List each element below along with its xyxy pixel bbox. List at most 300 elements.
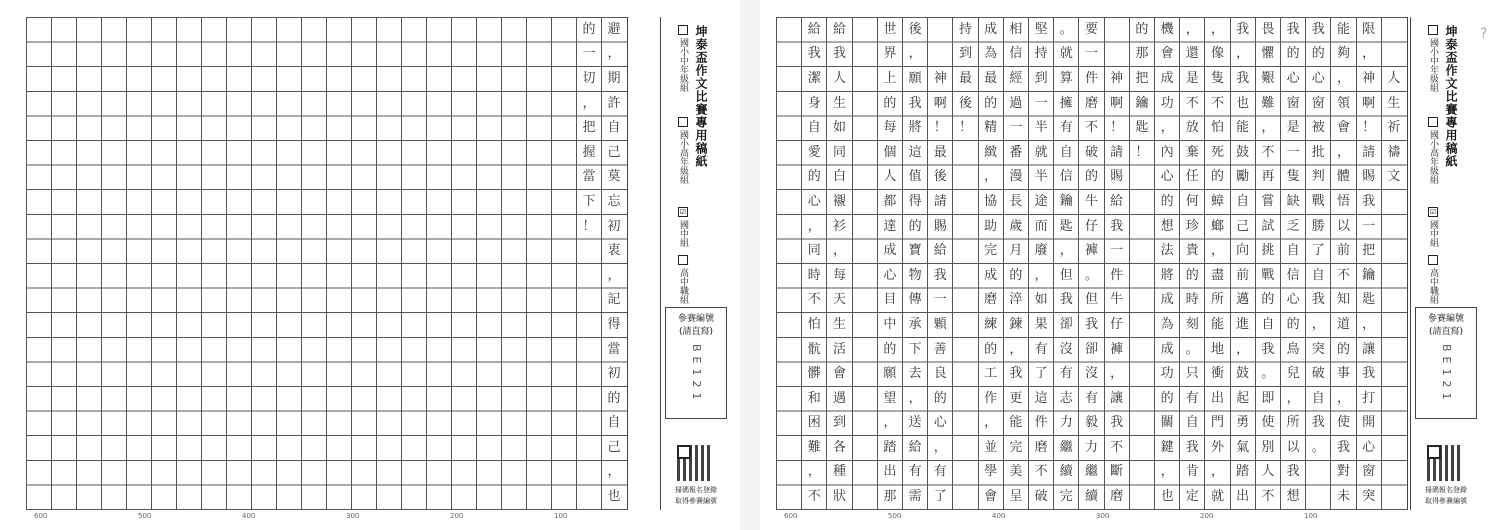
essay-char: 番 — [1009, 144, 1023, 160]
essay-char: 突 — [1311, 341, 1325, 357]
essay-char: ， — [807, 464, 821, 480]
checkbox[interactable] — [678, 117, 688, 127]
essay-char — [953, 214, 977, 239]
essay-char — [853, 361, 877, 386]
essay-char: 的 — [1160, 390, 1174, 406]
essay-char: 我 — [1236, 21, 1250, 37]
option-grade-high[interactable]: 國小高年級組 — [1427, 117, 1440, 184]
essay-char: 成 — [883, 243, 897, 259]
essay-char: 請 — [1362, 144, 1376, 160]
essay-char: 的 — [1135, 21, 1149, 37]
essay-char: 死 — [1210, 144, 1224, 160]
essay-char: 堅 — [1034, 21, 1048, 37]
essay-char: 不 — [1261, 144, 1275, 160]
essay-char: 像 — [1210, 46, 1224, 62]
essay-char: 沒 — [1084, 366, 1098, 382]
essay-char: 別 — [1261, 439, 1275, 455]
essay-char: 己 — [1236, 218, 1250, 234]
essay-char: 自 — [607, 415, 621, 431]
essay-char: 的 — [883, 341, 897, 357]
qr-code-icon[interactable] — [677, 445, 713, 481]
essay-column — [1053, 17, 1078, 510]
essay-char: 請 — [933, 193, 947, 209]
essay-char: 有 — [933, 464, 947, 480]
essay-char: 棄 — [1185, 144, 1199, 160]
essay-char: ！ — [1362, 120, 1376, 136]
essay-char: 兒 — [1286, 366, 1300, 382]
essay-char: 一 — [1034, 95, 1048, 111]
essay-char: 我 — [1185, 439, 1199, 455]
essay-char — [953, 165, 977, 190]
essay-char: 我 — [908, 95, 922, 111]
essay-char: 放 — [1185, 120, 1199, 136]
checkbox[interactable] — [1428, 255, 1438, 265]
essay-char: 潔 — [807, 70, 821, 86]
essay-char: 所 — [1286, 415, 1300, 431]
essay-char: 被 — [1311, 120, 1325, 136]
essay-char — [853, 460, 877, 485]
essay-char: 世 — [883, 21, 897, 37]
essay-char: 讓 — [1110, 390, 1124, 406]
essay-char: ， — [1336, 390, 1350, 406]
checkbox[interactable] — [1428, 117, 1438, 127]
essay-char: 初 — [607, 218, 621, 234]
option-junior-high[interactable]: ☑國中組 — [678, 208, 688, 247]
ruler-tick-label: 200 — [450, 512, 464, 520]
essay-char: 神 — [933, 70, 947, 86]
essay-char: 肯 — [1185, 464, 1199, 480]
ruler-tick-label: 600 — [784, 512, 798, 520]
essay-char: 心 — [807, 193, 821, 209]
essay-char: 人 — [1387, 70, 1401, 86]
essay-char: 那 — [883, 489, 897, 505]
essay-char: 嘗 — [1261, 193, 1275, 209]
essay-char — [577, 386, 601, 411]
essay-char: 隻 — [1286, 169, 1300, 185]
essay-char: 月 — [1009, 243, 1023, 259]
essay-char: 有 — [1084, 390, 1098, 406]
essay-char: 時 — [807, 267, 821, 283]
essay-char: 悟 — [1336, 193, 1350, 209]
essay-char: ， — [1336, 144, 1350, 160]
checkbox[interactable]: ☑ — [1429, 208, 1437, 216]
essay-char: 有 — [1059, 366, 1073, 382]
essay-char: 生 — [832, 95, 846, 111]
essay-char: 賜 — [1110, 169, 1124, 185]
essay-column — [276, 17, 301, 510]
essay-char: 襯 — [832, 193, 846, 209]
essay-char — [853, 17, 877, 42]
essay-char: 賜 — [1362, 169, 1376, 185]
essay-char: 成 — [1160, 341, 1174, 357]
essay-char — [953, 189, 977, 214]
essay-char: 起 — [1236, 390, 1250, 406]
essay-char: 如 — [1034, 292, 1048, 308]
essay-char: ！ — [958, 120, 972, 136]
essay-char: 鑰 — [1135, 95, 1149, 111]
option-senior-high[interactable]: 高中職組 — [1427, 255, 1440, 304]
essay-char: 人 — [832, 70, 846, 86]
essay-char: 人 — [1261, 464, 1275, 480]
essay-char: 衝 — [1210, 366, 1224, 382]
manuscript-sheet-right — [760, 0, 1500, 530]
essay-char: 的 — [1311, 46, 1325, 62]
essay-char: 自 — [1236, 193, 1250, 209]
essay-char: 協 — [984, 193, 998, 209]
essay-char — [1130, 288, 1154, 313]
essay-char: 過 — [1009, 95, 1023, 111]
essay-char: 褲 — [1110, 341, 1124, 357]
essay-column — [426, 17, 451, 510]
essay-char: ， — [1236, 46, 1250, 62]
essay-column — [476, 17, 501, 510]
essay-char: 啊 — [1362, 95, 1376, 111]
essay-char: 磨 — [1110, 489, 1124, 505]
essay-char: 的 — [1286, 46, 1300, 62]
essay-char: 自 — [1185, 415, 1199, 431]
essay-char: 賜 — [933, 218, 947, 234]
essay-char — [853, 140, 877, 165]
essay-char: 乏 — [1286, 218, 1300, 234]
essay-char — [853, 386, 877, 411]
essay-char: 也 — [607, 489, 621, 505]
essay-char: 困 — [807, 415, 821, 431]
essay-char: 每 — [883, 120, 897, 136]
essay-char: 的 — [1160, 193, 1174, 209]
essay-char: 能 — [1210, 316, 1224, 332]
essay-char — [953, 460, 977, 485]
essay-char: ， — [933, 439, 947, 455]
essay-char: 匙 — [1362, 292, 1376, 308]
essay-char: 緻 — [984, 144, 998, 160]
essay-char — [577, 361, 601, 386]
essay-char: 自 — [607, 120, 621, 136]
essay-char: 我 — [1311, 292, 1325, 308]
essay-char: 而 — [1034, 218, 1048, 234]
essay-char: 突 — [1362, 489, 1376, 505]
essay-char: 將 — [1160, 267, 1174, 283]
essay-char — [853, 411, 877, 436]
essay-char: 但 — [1059, 267, 1073, 283]
essay-column — [1305, 17, 1330, 510]
essay-char: 望 — [883, 390, 897, 406]
essay-char — [577, 288, 601, 313]
essay-char: 我 — [1236, 70, 1250, 86]
essay-char: 不 — [1336, 267, 1350, 283]
essay-char: 會 — [1160, 46, 1174, 62]
essay-char: 去 — [908, 366, 922, 382]
essay-char: 想 — [1286, 489, 1300, 505]
essay-char — [853, 214, 877, 239]
essay-char — [1130, 460, 1154, 485]
essay-column — [326, 17, 351, 510]
essay-char — [853, 42, 877, 67]
checkbox[interactable] — [678, 25, 688, 35]
essay-char: 己 — [607, 144, 621, 160]
essay-char: ， — [607, 46, 621, 62]
ruler-tick-label: 100 — [1304, 512, 1318, 520]
essay-char: 窗 — [1362, 464, 1376, 480]
essay-char: 批 — [1311, 144, 1325, 160]
essay-char: 的 — [807, 169, 821, 185]
essay-char: 不 — [807, 489, 821, 505]
essay-char: 練 — [984, 316, 998, 332]
essay-char: 工 — [984, 366, 998, 382]
essay-char: ， — [1362, 316, 1376, 332]
essay-char: 就 — [1059, 46, 1073, 62]
essay-char: ， — [1311, 316, 1325, 332]
essay-char: 繼 — [1059, 439, 1073, 455]
essay-char: 忘 — [607, 193, 621, 209]
essay-char: 信 — [1009, 46, 1023, 62]
essay-column — [952, 17, 977, 510]
essay-char — [953, 312, 977, 337]
essay-char: 禱 — [1387, 144, 1401, 160]
essay-column — [26, 17, 51, 510]
essay-char: 如 — [832, 120, 846, 136]
essay-char: 信 — [1059, 169, 1073, 185]
essay-char: 活 — [832, 341, 846, 357]
essay-char: 不 — [807, 292, 821, 308]
essay-char: 淬 — [1009, 292, 1023, 308]
essay-column — [176, 17, 201, 510]
essay-char: ， — [607, 464, 621, 480]
essay-column — [1381, 17, 1406, 510]
essay-char: 勇 — [1236, 415, 1250, 431]
entry-number-value: BE121 — [690, 344, 703, 405]
essay-char: 鼓 — [1236, 366, 1250, 382]
essay-char: 外 — [1210, 439, 1224, 455]
essay-char: 一 — [1009, 120, 1023, 136]
essay-column — [1179, 17, 1204, 510]
essay-char — [1382, 337, 1406, 362]
essay-char: 試 — [1261, 218, 1275, 234]
essay-char — [853, 189, 877, 214]
checkbox[interactable]: ☑ — [679, 208, 687, 216]
essay-char: 不 — [1034, 464, 1048, 480]
essay-char — [1382, 17, 1406, 42]
checkbox[interactable] — [678, 255, 688, 265]
essay-char: 定 — [1185, 489, 1199, 505]
essay-char: 卻 — [1084, 341, 1098, 357]
entry-number-label: 參賽編號 — [677, 314, 714, 324]
essay-char: 心 — [933, 415, 947, 431]
essay-char: 我 — [1059, 292, 1073, 308]
essay-char — [853, 312, 877, 337]
essay-char: 領 — [1336, 95, 1350, 111]
essay-char — [577, 435, 601, 460]
essay-char — [953, 140, 977, 165]
essay-char: ， — [984, 169, 998, 185]
essay-char — [953, 238, 977, 263]
essay-char: ， — [1336, 70, 1350, 86]
essay-char: 進 — [1236, 316, 1250, 332]
essay-column — [401, 17, 426, 510]
essay-column — [51, 17, 76, 510]
essay-column — [76, 17, 101, 510]
essay-char: 只 — [1185, 366, 1199, 382]
essay-char: ， — [832, 243, 846, 259]
essay-column — [1104, 17, 1129, 510]
essay-char: 後 — [908, 21, 922, 37]
essay-char: 學 — [984, 464, 998, 480]
essay-char: 當 — [607, 341, 621, 357]
essay-char: 了 — [1034, 366, 1048, 382]
essay-char — [577, 238, 601, 263]
essay-char: 下 — [582, 193, 596, 209]
essay-char: 願 — [908, 70, 922, 86]
essay-char: ， — [984, 415, 998, 431]
essay-column — [376, 17, 401, 510]
essay-char: 繼 — [1084, 464, 1098, 480]
essay-char — [953, 288, 977, 313]
essay-char: 一 — [933, 292, 947, 308]
essay-char: 我 — [1009, 366, 1023, 382]
essay-char — [953, 411, 977, 436]
manuscript-sheet-left — [0, 0, 740, 530]
essay-char: ！ — [1110, 120, 1124, 136]
entry-number-hint: (請直寫) — [1428, 327, 1464, 337]
checkbox[interactable] — [1428, 25, 1438, 35]
essay-char: 也 — [1160, 489, 1174, 505]
essay-char: 許 — [607, 95, 621, 111]
essay-column — [526, 17, 551, 510]
essay-char: 盡 — [1210, 267, 1224, 283]
essay-char — [1105, 42, 1129, 67]
essay-char — [853, 115, 877, 140]
essay-column — [1330, 17, 1355, 510]
essay-char — [1130, 411, 1154, 436]
essay-char: 的 — [1261, 292, 1275, 308]
essay-char: ， — [1210, 243, 1224, 259]
form-title: 坤泰盃作文比賽專用稿紙 — [1444, 25, 1458, 168]
essay-char: 踏 — [1236, 464, 1250, 480]
essay-char: 我 — [1336, 439, 1350, 455]
essay-column — [151, 17, 176, 510]
essay-char: 自 — [1311, 390, 1325, 406]
qr-code-icon[interactable] — [1427, 445, 1463, 481]
essay-char: 達 — [883, 218, 897, 234]
essay-char: 的 — [984, 341, 998, 357]
essay-char: 和 — [807, 390, 821, 406]
essay-char: 毅 — [1084, 415, 1098, 431]
essay-char: 那 — [1135, 46, 1149, 62]
essay-char: 能 — [1236, 120, 1250, 136]
essay-char: 歲 — [1009, 218, 1023, 234]
entry-number-box[interactable] — [665, 307, 727, 419]
essay-char — [1382, 238, 1406, 263]
essay-char: 力 — [1059, 415, 1073, 431]
essay-char: 不 — [1261, 489, 1275, 505]
essay-char: 狀 — [832, 489, 846, 505]
essay-char: 刻 — [1185, 316, 1199, 332]
essay-char: 邁 — [1236, 292, 1250, 308]
essay-char: 鼓 — [1236, 144, 1250, 160]
essay-char — [853, 435, 877, 460]
essay-char: 衷 — [607, 243, 621, 259]
essay-char: 生 — [1387, 95, 1401, 111]
essay-char: 何 — [1185, 193, 1199, 209]
essay-char: 事 — [1336, 366, 1350, 382]
essay-char: 途 — [1034, 193, 1048, 209]
essay-char: 件 — [1034, 415, 1048, 431]
essay-char: 不 — [1084, 120, 1098, 136]
essay-char: 件 — [1110, 267, 1124, 283]
essay-char: 當 — [582, 169, 596, 185]
essay-char: 的 — [1084, 169, 1098, 185]
option-senior-high[interactable]: 高中職組 — [677, 255, 690, 304]
essay-char: 期 — [607, 70, 621, 86]
essay-char: 以 — [1336, 218, 1350, 234]
essay-char: 就 — [1034, 144, 1048, 160]
essay-char: ， — [1236, 341, 1250, 357]
essay-char: ， — [1034, 267, 1048, 283]
essay-char: 我 — [1286, 21, 1300, 37]
essay-char: 自 — [807, 120, 821, 136]
essay-char: 成 — [1160, 70, 1174, 86]
essay-char: 上 — [883, 70, 897, 86]
essay-char: 法 — [1160, 243, 1174, 259]
essay-char — [1130, 386, 1154, 411]
essay-char: 志 — [1059, 390, 1073, 406]
essay-char: ， — [1210, 464, 1224, 480]
essay-char: 祈 — [1387, 120, 1401, 136]
option-grade-middle[interactable]: 國小中年級組 — [677, 25, 690, 92]
essay-char: 得 — [908, 193, 922, 209]
essay-char — [577, 460, 601, 485]
essay-char: 需 — [908, 489, 922, 505]
essay-char: ， — [1160, 120, 1174, 136]
essay-char — [1130, 263, 1154, 288]
essay-char: 更 — [1009, 390, 1023, 406]
option-grade-high[interactable]: 國小高年級組 — [677, 117, 690, 184]
essay-char: 物 — [908, 267, 922, 283]
essay-char: 向 — [1236, 243, 1250, 259]
essay-char: 隻 — [1210, 70, 1224, 86]
essay-char: 出 — [1210, 390, 1224, 406]
page-question-mark: ? — [1480, 26, 1488, 42]
essay-char — [1130, 189, 1154, 214]
essay-char: 承 — [908, 316, 922, 332]
entry-number-label: 參賽編號 — [1427, 314, 1464, 324]
entry-number-box[interactable] — [1415, 307, 1477, 419]
essay-char: 鍵 — [1160, 439, 1174, 455]
essay-char: 不 — [1210, 95, 1224, 111]
essay-column — [1356, 17, 1381, 510]
essay-char — [953, 337, 977, 362]
essay-char: 鑰 — [1362, 267, 1376, 283]
essay-char: 我 — [1311, 21, 1325, 37]
form-sidebar-right — [1410, 17, 1481, 510]
essay-char: 最 — [958, 70, 972, 86]
essay-char: 神 — [1362, 70, 1376, 86]
essay-char: 能 — [1009, 415, 1023, 431]
essay-char: 經 — [1009, 70, 1023, 86]
essay-char: 啊 — [1110, 95, 1124, 111]
essay-char: ！ — [582, 218, 596, 234]
essay-char: 會 — [1336, 120, 1350, 136]
essay-char: 心 — [1362, 439, 1376, 455]
essay-char: 會 — [832, 366, 846, 382]
essay-char: 成 — [984, 267, 998, 283]
essay-char: 卻 — [1059, 316, 1073, 332]
essay-column — [301, 17, 326, 510]
option-junior-high[interactable]: ☑國中組 — [1428, 208, 1438, 247]
option-grade-middle[interactable]: 國小中年級組 — [1427, 25, 1440, 92]
ruler-tick-label: 400 — [992, 512, 1006, 520]
essay-column — [1255, 17, 1280, 510]
essay-char: 破 — [1311, 366, 1325, 382]
